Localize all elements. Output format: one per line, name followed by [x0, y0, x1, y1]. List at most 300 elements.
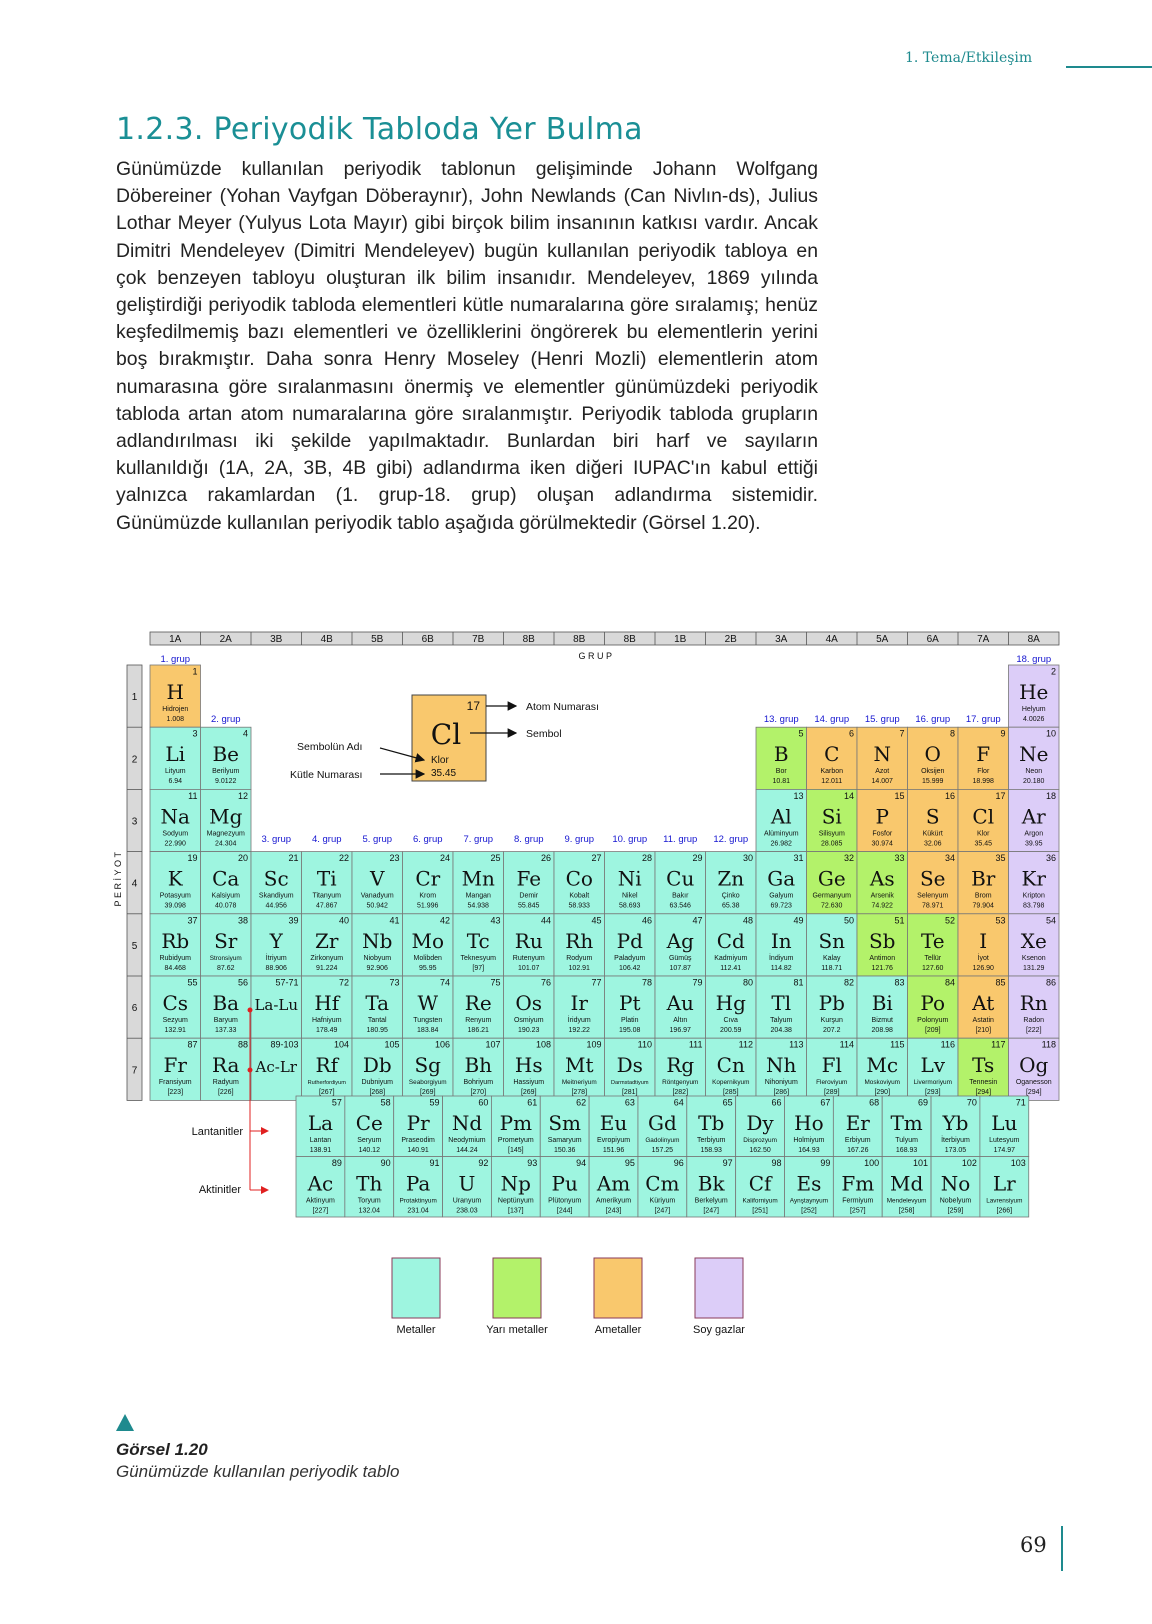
atomic-mass: 20.180: [1023, 778, 1045, 786]
atomic-number: 48: [742, 915, 753, 926]
element-symbol: Re: [464, 991, 492, 1015]
element-name: Bohriyum: [463, 1079, 494, 1087]
atomic-number: 15: [894, 790, 905, 801]
atomic-mass: 114.82: [770, 964, 792, 972]
atomic-number: 27: [591, 853, 602, 864]
element-symbol: Tb: [698, 1111, 725, 1135]
atomic-number: 74: [439, 977, 450, 988]
element-symbol: Sm: [548, 1111, 582, 1135]
atomic-mass: 112.41: [720, 964, 742, 972]
atomic-number: 5: [798, 728, 804, 739]
atomic-number: 17: [995, 790, 1006, 801]
atomic-number: 108: [535, 1039, 551, 1050]
section-header: 1. Tema/Etkileşim: [905, 50, 1033, 66]
element-name: Praseodim: [401, 1137, 435, 1144]
atomic-mass: 15.999: [922, 778, 944, 786]
element-name: Bor: [775, 768, 787, 776]
atomic-number: 114: [839, 1039, 854, 1050]
atomic-mass: 101.07: [518, 964, 540, 972]
element-name: Hidrojen: [162, 706, 189, 713]
element-name: Tungsten: [413, 1017, 443, 1024]
element-symbol: Mn: [461, 866, 495, 891]
atomic-number: 68: [869, 1097, 880, 1108]
element-name: Lityum: [164, 768, 186, 776]
element-name: Lavrensiyum: [986, 1197, 1023, 1205]
element-name: Tellür: [924, 954, 942, 962]
element-name: Skandiyum: [258, 892, 294, 900]
element-name: Seryum: [357, 1137, 382, 1144]
group-ab-label: 2A: [219, 634, 232, 645]
iupac-group-label: 9. grup: [564, 834, 595, 845]
atomic-mass: 87.62: [216, 964, 235, 972]
atomic-number: 25: [490, 853, 501, 864]
atomic-mass: [294]: [975, 1089, 992, 1097]
element-symbol: Pa: [405, 1171, 431, 1196]
atomic-mass: 121.76: [871, 964, 893, 972]
element-symbol: He: [1019, 680, 1049, 704]
atomic-number: 56: [237, 977, 248, 988]
element-symbol: Ba: [212, 991, 240, 1015]
periyot-axis-label: PERİYOT: [113, 849, 123, 907]
element-symbol: Pt: [619, 991, 641, 1015]
atomic-mass: 12.011: [821, 778, 843, 786]
element-symbol: Zn: [717, 866, 745, 891]
atomic-mass: [286]: [773, 1089, 790, 1097]
element-name: Berkelyum: [694, 1197, 728, 1205]
atomic-mass: 195.08: [619, 1027, 641, 1034]
element-symbol: C: [824, 742, 840, 767]
period-number: 5: [131, 940, 138, 952]
element-symbol: Tm: [890, 1111, 923, 1135]
element-name: Nikel: [621, 892, 638, 900]
iupac-group-label: 18. grup: [1016, 654, 1052, 665]
element-name: Plütonyum: [548, 1197, 582, 1205]
legend-label-noble: Soy gazlar: [693, 1324, 745, 1336]
iupac-group-label: 10. grup: [612, 834, 648, 845]
element-name: Moskoviyum: [864, 1079, 901, 1087]
atomic-number: 85: [995, 977, 1006, 988]
atomic-mass: 200.59: [720, 1027, 742, 1034]
atomic-mass: [259]: [947, 1207, 964, 1215]
element-name: Sodyum: [162, 830, 189, 838]
element-symbol: Nb: [362, 928, 393, 953]
element-symbol: Br: [971, 866, 996, 891]
atomic-mass: 44.956: [265, 902, 287, 910]
atomic-number: 93: [527, 1158, 538, 1168]
group-ab-label: 4A: [825, 634, 838, 645]
atomic-number: 60: [478, 1097, 489, 1108]
element-symbol: Pm: [499, 1111, 533, 1135]
atomic-mass: [97]: [472, 964, 485, 972]
element-symbol: Mo: [411, 928, 445, 953]
group-ab-label: 6A: [926, 634, 939, 645]
element-name: Rodyum: [566, 954, 593, 962]
atomic-mass: [285]: [722, 1089, 739, 1097]
period-number: 6: [131, 1003, 138, 1015]
atomic-number: 45: [591, 915, 602, 926]
element-name: Ksenon: [1021, 954, 1046, 962]
atomic-number: 78: [641, 977, 652, 988]
atomic-number: 49: [793, 915, 804, 926]
element-name: Toryum: [357, 1197, 381, 1205]
atomic-mass: [247]: [654, 1207, 671, 1215]
atomic-number: 67: [820, 1097, 831, 1108]
atomic-mass: 106.42: [619, 964, 641, 972]
element-symbol: No: [940, 1171, 971, 1196]
body-paragraph: Günümüzde kullanılan periyodik tablonun gelişiminde Johann Wolfgang Döbereiner (Yohan Vayfgan Döberaynır), John Newlands (Can Nivlın-ds), Julius Lothar Meyer (Yulyus Lota Mayır) gibi birçok bilim insanının katkısı vardır. Ancak Dimitri Mendeleyev (Dimitri Mendeleyev) bugün kullanılan periyodik tabloya en çok benzeyen tabloyu oluşturan ilk bilim insanıdır. Mendeleyev, 1869 yılında geliştirdiği periyodik tabloda elementleri kütle numaralarına göre sıralamış; henüz keşfedilmemiş bazı elementleri ve özelliklerini öngörerek bu elementlerin yerini boş bırakmıştır. Daha sonra Henry Moseley (Henri Mozli) elementlerin atom numarasına göre sıralanmasını önermiş ve elementler günümüzdeki periyodik tabloda artan atom numaralarına göre sıralanmıştır. Periyodik tabloda grupların adlandırılması iki şekilde yapılmaktadır. Bunlardan biri harf ve sayıların kullanıldığı (1A, 2A, 3B, 4B gibi) adlandırma iken diğeri IUPAC'ın kabul ettiği yalnızca rakamlardan (1. grup-18. grup) oluşan adlandırma sistemidir. Günümüzde kullanılan periyodik tablo aşağıda görülmektedir (Görsel 1.20).: [116, 158, 818, 534]
atomic-mass: 28.085: [821, 840, 843, 848]
element-name: Radyum: [212, 1079, 239, 1087]
element-symbol: Ar: [1021, 804, 1046, 829]
element-symbol: Si: [821, 804, 842, 829]
element-symbol: Am: [596, 1171, 631, 1196]
atomic-mass: 91.224: [316, 964, 338, 972]
element-name: Fermiyum: [842, 1197, 874, 1205]
element-symbol: Ru: [514, 928, 543, 953]
group-ab-label: 8A: [1027, 634, 1040, 645]
atomic-mass: [257]: [849, 1207, 866, 1215]
element-symbol: Cu: [666, 866, 695, 891]
element-symbol: Co: [565, 866, 593, 891]
element-symbol: Ho: [794, 1111, 824, 1135]
group-ab-label: 1B: [674, 634, 687, 645]
atomic-number: 11: [188, 790, 198, 801]
atomic-mass: 24.304: [215, 840, 237, 848]
atomic-number: 83: [894, 977, 905, 988]
atomic-number: 87: [187, 1039, 198, 1050]
element-symbol: Cm: [645, 1171, 680, 1196]
group-ab-label: 6B: [421, 634, 434, 645]
element-symbol: Cn: [716, 1053, 745, 1078]
element-symbol: V: [370, 866, 385, 891]
atomic-mass: 144.24: [456, 1147, 478, 1154]
element-name: Meitneriyum: [561, 1079, 597, 1087]
atomic-mass: 140.12: [358, 1147, 380, 1154]
group-ab-label: 7B: [472, 634, 485, 645]
atomic-mass: 190.23: [518, 1027, 540, 1034]
element-symbol: Mg: [209, 804, 243, 829]
element-symbol: F: [976, 742, 991, 767]
atomic-mass: 92.906: [366, 964, 388, 972]
element-symbol: Sg: [414, 1053, 442, 1078]
element-name: Berilyum: [212, 768, 240, 776]
atomic-mass: 22.990: [164, 840, 186, 848]
atomic-mass: 1.008: [166, 716, 185, 723]
element-symbol: Tc: [466, 928, 490, 953]
group-ab-label: 4B: [320, 634, 333, 645]
element-name: Germanyum: [812, 892, 852, 900]
atomic-number: 106: [434, 1039, 450, 1050]
atomic-mass: 30.974: [871, 840, 893, 848]
atomic-number: 14: [843, 790, 854, 801]
label-symbol: Sembol: [526, 728, 562, 740]
atomic-mass: 151.96: [602, 1147, 625, 1154]
element-symbol: Li: [165, 742, 186, 767]
atomic-number: 110: [637, 1039, 652, 1050]
element-symbol: Lv: [920, 1053, 946, 1078]
element-symbol: Hf: [314, 991, 340, 1015]
atomic-number: 73: [389, 977, 400, 988]
element-name: Hafniyum: [311, 1017, 342, 1024]
atomic-mass: 127.60: [922, 964, 944, 972]
element-name: Fosfor: [872, 830, 893, 838]
element-symbol: Lu: [991, 1111, 1018, 1135]
element-name: İterbiyum: [941, 1137, 970, 1144]
atomic-number: 58: [380, 1097, 391, 1108]
legend-swatch-metal: [392, 1258, 440, 1318]
atomic-mass: 158.93: [700, 1147, 722, 1154]
element-name: Holmiyum: [793, 1137, 825, 1144]
atomic-number: 104: [333, 1039, 349, 1050]
atomic-mass: [289]: [823, 1089, 840, 1097]
element-name: Cıva: [723, 1017, 738, 1024]
element-symbol: Mt: [564, 1053, 594, 1078]
element-symbol: B: [773, 742, 789, 767]
atomic-number: 33: [894, 853, 905, 864]
atomic-number: 64: [673, 1097, 684, 1108]
element-name: Kobalt: [569, 892, 590, 900]
element-name: Evropiyum: [596, 1137, 631, 1144]
element-symbol: Ac: [307, 1171, 334, 1196]
element-name: Demir: [519, 892, 539, 900]
atomic-number: 75: [490, 977, 501, 988]
atomic-number: 20: [237, 853, 248, 864]
element-symbol: Tl: [771, 991, 792, 1015]
element-name: Zirkonyum: [310, 954, 344, 962]
atomic-number: 84: [944, 977, 955, 988]
iupac-group-label: 6. grup: [412, 834, 443, 845]
element-name: Fransiyum: [158, 1079, 192, 1087]
element-name: Rutherfordiyum: [307, 1080, 346, 1087]
element-symbol: Se: [919, 866, 946, 891]
iupac-group-label: 14. grup: [814, 714, 850, 725]
atomic-number: 117: [991, 1039, 1006, 1050]
atomic-mass: 164.93: [798, 1147, 820, 1154]
element-symbol: Ne: [1019, 742, 1049, 767]
atomic-mass: 238.03: [456, 1207, 478, 1215]
element-symbol: Os: [515, 991, 543, 1015]
element-name: Bizmut: [871, 1017, 893, 1024]
atomic-number: 1: [192, 666, 198, 677]
element-symbol: Ni: [617, 866, 642, 891]
atomic-number: 47: [692, 915, 703, 926]
atomic-mass: 196.97: [669, 1027, 691, 1034]
atomic-mass: 95.95: [418, 964, 437, 972]
element-symbol: Hg: [715, 991, 746, 1015]
atomic-number: 32: [843, 853, 854, 864]
element-symbol: Ag: [666, 928, 694, 953]
atomic-number: 57: [331, 1097, 342, 1108]
element-name: Lutesyum: [989, 1137, 1020, 1144]
atomic-mass: 231.04: [407, 1207, 429, 1215]
element-name: Oganesson: [1015, 1079, 1052, 1087]
element-symbol: Te: [920, 928, 945, 953]
iupac-group-label: 8. grup: [513, 834, 544, 845]
element-symbol: Ca: [212, 866, 240, 891]
element-symbol: Y: [269, 928, 283, 953]
atomic-number: 101: [913, 1158, 929, 1168]
atomic-number: 98: [771, 1158, 782, 1168]
atomic-mass: 39.098: [164, 902, 186, 910]
element-name: Radon: [1023, 1017, 1045, 1024]
element-symbol: S: [925, 804, 940, 829]
atomic-mass: 174.97: [993, 1147, 1016, 1154]
element-symbol: Nh: [766, 1053, 797, 1078]
element-symbol: Og: [1019, 1053, 1049, 1078]
atomic-number: 40: [338, 915, 349, 926]
atomic-number: 24: [439, 853, 450, 864]
atomic-number: 89: [331, 1158, 342, 1168]
element-name: Antimon: [869, 954, 896, 962]
atomic-number: 18: [1045, 790, 1056, 801]
atomic-mass: 132.91: [164, 1027, 186, 1034]
atomic-number: 96: [673, 1158, 684, 1168]
group-ab-label: 3A: [775, 634, 788, 645]
atomic-mass: [270]: [470, 1089, 487, 1097]
element-name: Talyum: [770, 1017, 793, 1024]
atomic-number: 97: [722, 1158, 733, 1168]
atomic-mass: [145]: [508, 1147, 524, 1154]
period-number: 3: [131, 816, 138, 828]
atomic-number: 72: [338, 977, 349, 988]
atomic-mass: 78.971: [922, 902, 944, 910]
element-name: Fleroviyum: [816, 1079, 848, 1087]
atomic-mass: [281]: [621, 1089, 638, 1097]
atomic-number: 55: [187, 977, 198, 988]
label-atomic-number: Atom Numarası: [526, 701, 599, 713]
element-symbol: Ds: [616, 1053, 643, 1078]
atomic-mass: 192.22: [568, 1027, 590, 1034]
atomic-mass: 6.94: [168, 778, 183, 786]
group-ab-label: 5A: [876, 634, 889, 645]
element-name: Rubidyum: [159, 954, 192, 962]
element-name: Seaborgiyum: [408, 1079, 447, 1087]
atomic-number: 28: [641, 853, 652, 864]
atomic-number: 70: [966, 1097, 977, 1108]
element-symbol: Be: [212, 742, 240, 767]
atomic-mass: 35.45: [974, 840, 993, 848]
element-name: Paladyum: [614, 954, 646, 962]
atomic-number: 69: [918, 1097, 929, 1108]
atomic-mass: 88.906: [265, 964, 287, 972]
legend-key-name: Klor: [431, 755, 449, 766]
element-symbol: Sr: [214, 928, 238, 953]
element-name: Alüminyum: [763, 830, 799, 838]
element-name: Oksijen: [921, 768, 945, 776]
iupac-group-label: 1. grup: [160, 654, 191, 665]
element-symbol: Fm: [841, 1171, 875, 1196]
atomic-number: 116: [940, 1039, 955, 1050]
group-ab-label: 7A: [977, 634, 990, 645]
atomic-mass: 126.90: [972, 964, 994, 972]
legend-swatch-semimetal: [493, 1258, 541, 1318]
atomic-mass: [244]: [556, 1207, 573, 1215]
atomic-number: 89-103: [270, 1039, 299, 1050]
atomic-number: 63: [624, 1097, 635, 1108]
element-symbol: Pb: [818, 991, 845, 1015]
atomic-number: 118: [1041, 1039, 1056, 1050]
atomic-mass: 32.06: [923, 840, 942, 848]
element-name: Kripton: [1022, 892, 1045, 900]
iupac-group-label: 16. grup: [915, 714, 951, 725]
atomic-mass: [268]: [369, 1089, 386, 1097]
iupac-group-label: 17. grup: [965, 714, 1001, 725]
legend-swatch-nonmetal: [594, 1258, 642, 1318]
atomic-number: 44: [540, 915, 551, 926]
atomic-number: 59: [429, 1097, 440, 1108]
atomic-number: 54: [1045, 915, 1056, 926]
element-symbol: Pu: [551, 1171, 578, 1196]
page-number-rule: [1061, 1526, 1063, 1571]
atomic-number: 2: [1050, 666, 1056, 677]
element-name: Altın: [673, 1017, 688, 1024]
atomic-number: 102: [961, 1158, 977, 1168]
atomic-mass: 58.693: [619, 902, 641, 910]
element-name: Selenyum: [917, 892, 949, 900]
period-number: 2: [131, 754, 138, 766]
atomic-number: 30: [742, 853, 753, 864]
atomic-number: 31: [793, 853, 804, 864]
element-symbol: As: [869, 866, 895, 891]
element-name: İyot: [977, 954, 989, 962]
element-symbol: Mc: [866, 1053, 899, 1078]
element-name: Polonyum: [917, 1017, 949, 1024]
atomic-mass: 4.0026: [1023, 716, 1045, 723]
element-symbol: Th: [356, 1171, 383, 1196]
element-symbol: Fl: [821, 1053, 842, 1078]
group-ab-label: 2B: [724, 634, 737, 645]
element-name: Protaktinyum: [399, 1197, 437, 1205]
atomic-number: 95: [624, 1158, 635, 1168]
atomic-number: 21: [288, 853, 299, 864]
atomic-number: 51: [894, 915, 905, 926]
element-name: Lantan: [309, 1137, 332, 1144]
atomic-mass: [227]: [312, 1207, 329, 1215]
atomic-mass: 173.05: [944, 1147, 967, 1154]
atomic-mass: 208.98: [871, 1027, 893, 1034]
element-name: Çinko: [721, 892, 740, 900]
atomic-number: 37: [187, 915, 198, 926]
legend-key-atomic-number: 17: [466, 699, 480, 713]
element-name: Hassiyum: [513, 1079, 545, 1087]
atomic-mass: 10.81: [772, 778, 791, 786]
atomic-mass: [269]: [419, 1089, 436, 1097]
grup-axis-label: GRUP: [578, 651, 615, 661]
element-name: Titanyum: [312, 892, 342, 900]
element-symbol: Hs: [514, 1053, 543, 1078]
element-name: Platin: [620, 1017, 639, 1024]
atomic-number: 79: [692, 977, 703, 988]
element-symbol: H: [166, 680, 184, 704]
atomic-number: 41: [389, 915, 400, 926]
element-name: Molibden: [413, 954, 442, 962]
atomic-number: 46: [641, 915, 652, 926]
iupac-group-label: 13. grup: [763, 714, 799, 725]
element-name: Mangan: [465, 892, 491, 900]
atomic-mass: 18.998: [972, 778, 994, 786]
element-name: Astatin: [972, 1017, 994, 1024]
iupac-group-label: 3. grup: [261, 834, 292, 845]
element-symbol: Po: [920, 991, 946, 1015]
actinides-label: Aktinitler: [198, 1184, 241, 1196]
atomic-number: 7: [899, 728, 905, 739]
atomic-number: 12: [237, 790, 248, 801]
element-name: Krom: [419, 892, 437, 900]
atomic-mass: 55.845: [518, 902, 540, 910]
atomic-mass: 65.38: [721, 902, 740, 910]
atomic-mass: 107.87: [669, 964, 691, 972]
atomic-mass: 186.21: [467, 1027, 489, 1034]
